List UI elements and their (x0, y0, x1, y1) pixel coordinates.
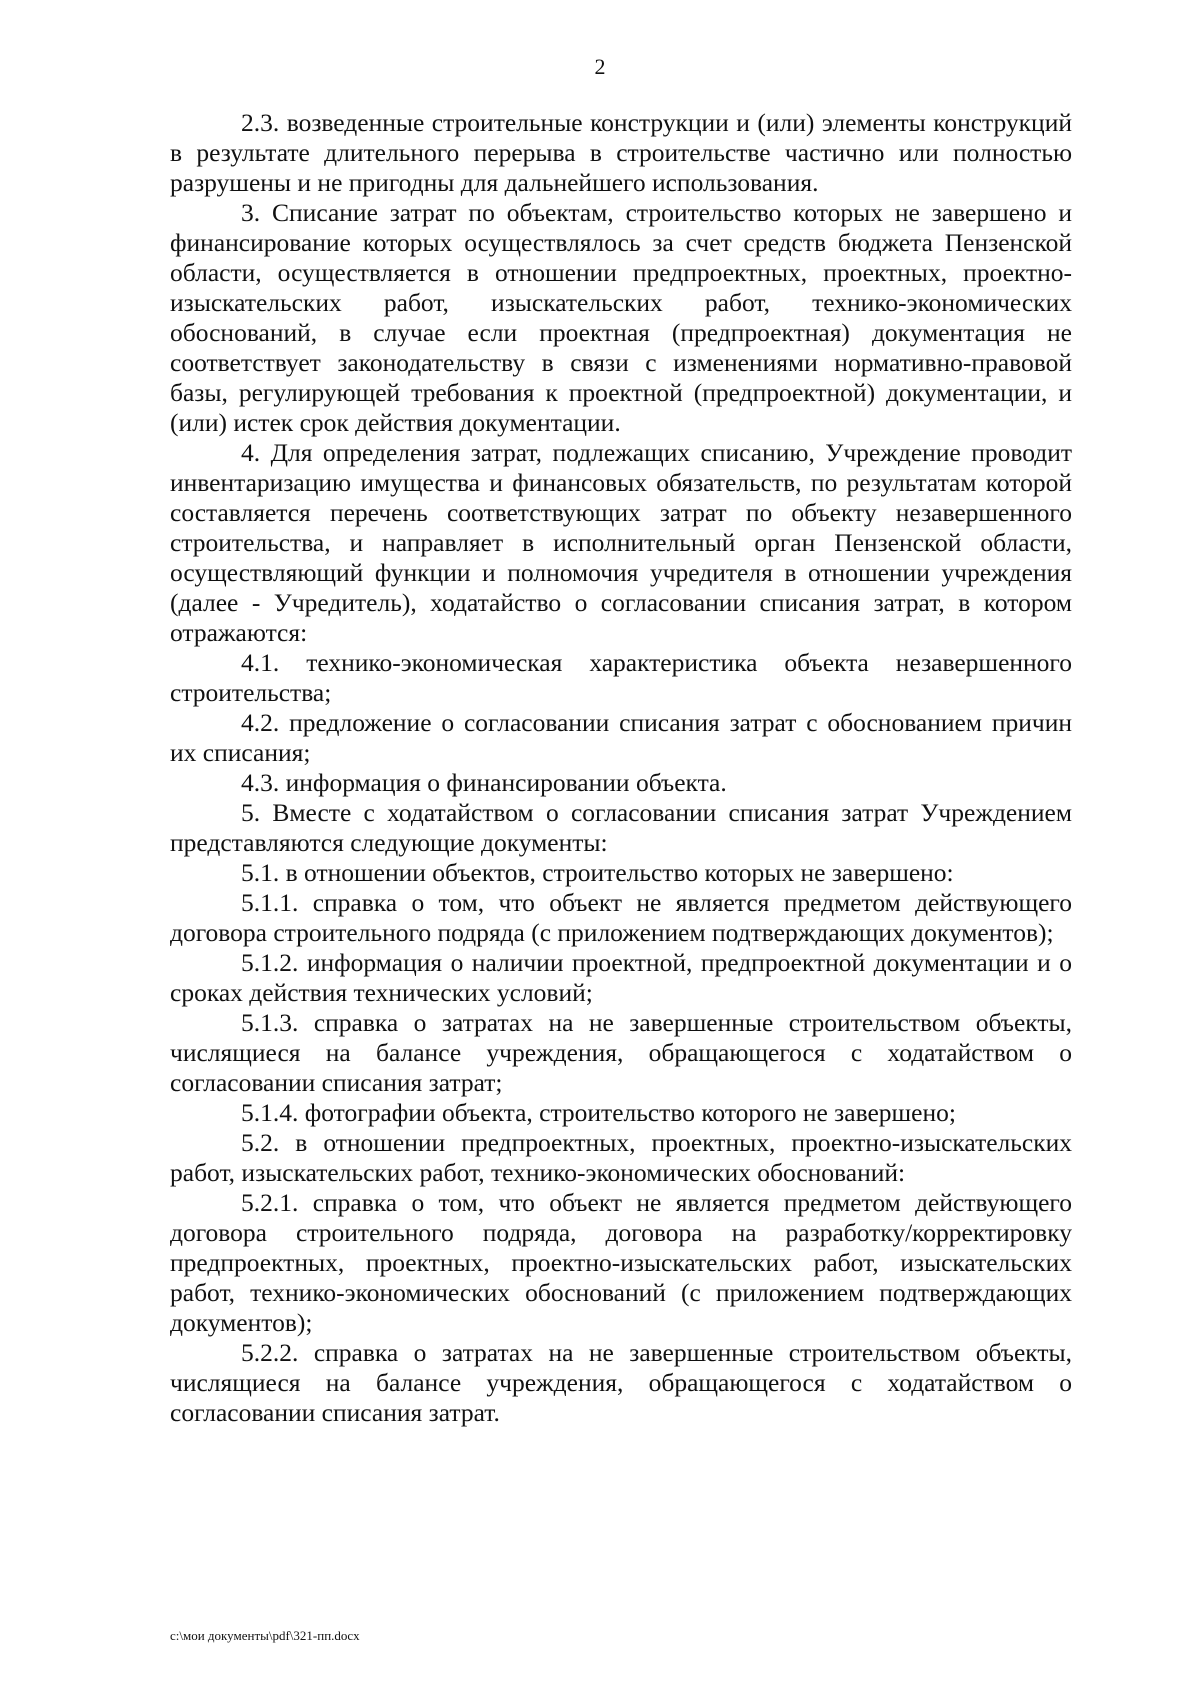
paragraph-5-2-1: 5.2.1. справка о том, что объект не является предметом действующего договора строительного подряда, договора на разработку/корректировку предпроектных, проектных, проектно-изыскательских работ, изыскательских работ, технико-экономических обоснований (с приложением подтверждающих документов); (170, 1188, 1072, 1337)
paragraph-5-1-2: 5.1.2. информация о наличии проектной, предпроектной документации и о сроках действия технических условий; (170, 948, 1072, 1007)
paragraph-3: 3. Списание затрат по объектам, строительство которых не завершено и финансирование которых осуществлялось за счет средств бюджета Пензенской области, осуществляется в отношении предпроектных, проектных, проектно-изыскательских работ, изыскательских работ, технико-экономических обоснований, в случае если проектная (предпроектная) документация не соответствует законодательству в связи с изменениями нормативно-правовой базы, регулирующей требования к проектной (предпроектной) документации, и (или) истек срок действия документации. (170, 198, 1072, 437)
paragraph-5-2-2: 5.2.2. справка о затратах на не завершенные строительством объекты, числящиеся на балансе учреждения, обращающегося с ходатайством о согласовании списания затрат. (170, 1338, 1072, 1427)
paragraph-5-1-3: 5.1.3. справка о затратах на не завершенные строительством объекты, числящиеся на балансе учреждения, обращающегося с ходатайством о согласовании списания затрат; (170, 1008, 1072, 1097)
paragraph-2-3: 2.3. возведенные строительные конструкции и (или) элементы конструкций в результате длительного перерыва в строительстве частично или полностью разрушены и не пригодны для дальнейшего использования. (170, 108, 1072, 197)
paragraph-5-1: 5.1. в отношении объектов, строительство которых не завершено: (241, 858, 954, 887)
paragraph-4-3: 4.3. информация о финансировании объекта. (241, 768, 727, 797)
document-body (170, 108, 1072, 1428)
paragraph-4: 4. Для определения затрат, подлежащих списанию, Учреждение проводит инвентаризацию имущества и финансовых обязательств, по результатам которой составляется перечень соответствующих затрат по объекту незавершенного строительства, и направляет в исполнительный орган Пензенской области, осуществляющий функции и полномочия учредителя в отношении учреждения (далее - Учредитель), ходатайство о согласовании списания затрат, в котором отражаются: (170, 438, 1072, 647)
footer-file-path: c:\мои документы\pdf\321-пп.docx (170, 1628, 360, 1643)
paragraph-5-1-4: 5.1.4. фотографии объекта, строительство которого не завершено; (241, 1098, 956, 1127)
paragraph-4-2: 4.2. предложение о согласовании списания затрат с обоснованием причин их списания; (170, 708, 1072, 767)
paragraph-5-2: 5.2. в отношении предпроектных, проектных, проектно-изыскательских работ, изыскательских работ, технико-экономических обоснований: (170, 1128, 1072, 1187)
paragraph-5: 5. Вместе с ходатайством о согласовании списания затрат Учреждением представляются следующие документы: (170, 798, 1072, 857)
page-number: 2 (594, 54, 606, 79)
paragraph-5-1-1: 5.1.1. справка о том, что объект не является предметом действующего договора строительного подряда (с приложением подтверждающих документов); (170, 888, 1072, 947)
paragraph-4-1: 4.1. технико-экономическая характеристика объекта незавершенного строительства; (170, 648, 1072, 707)
